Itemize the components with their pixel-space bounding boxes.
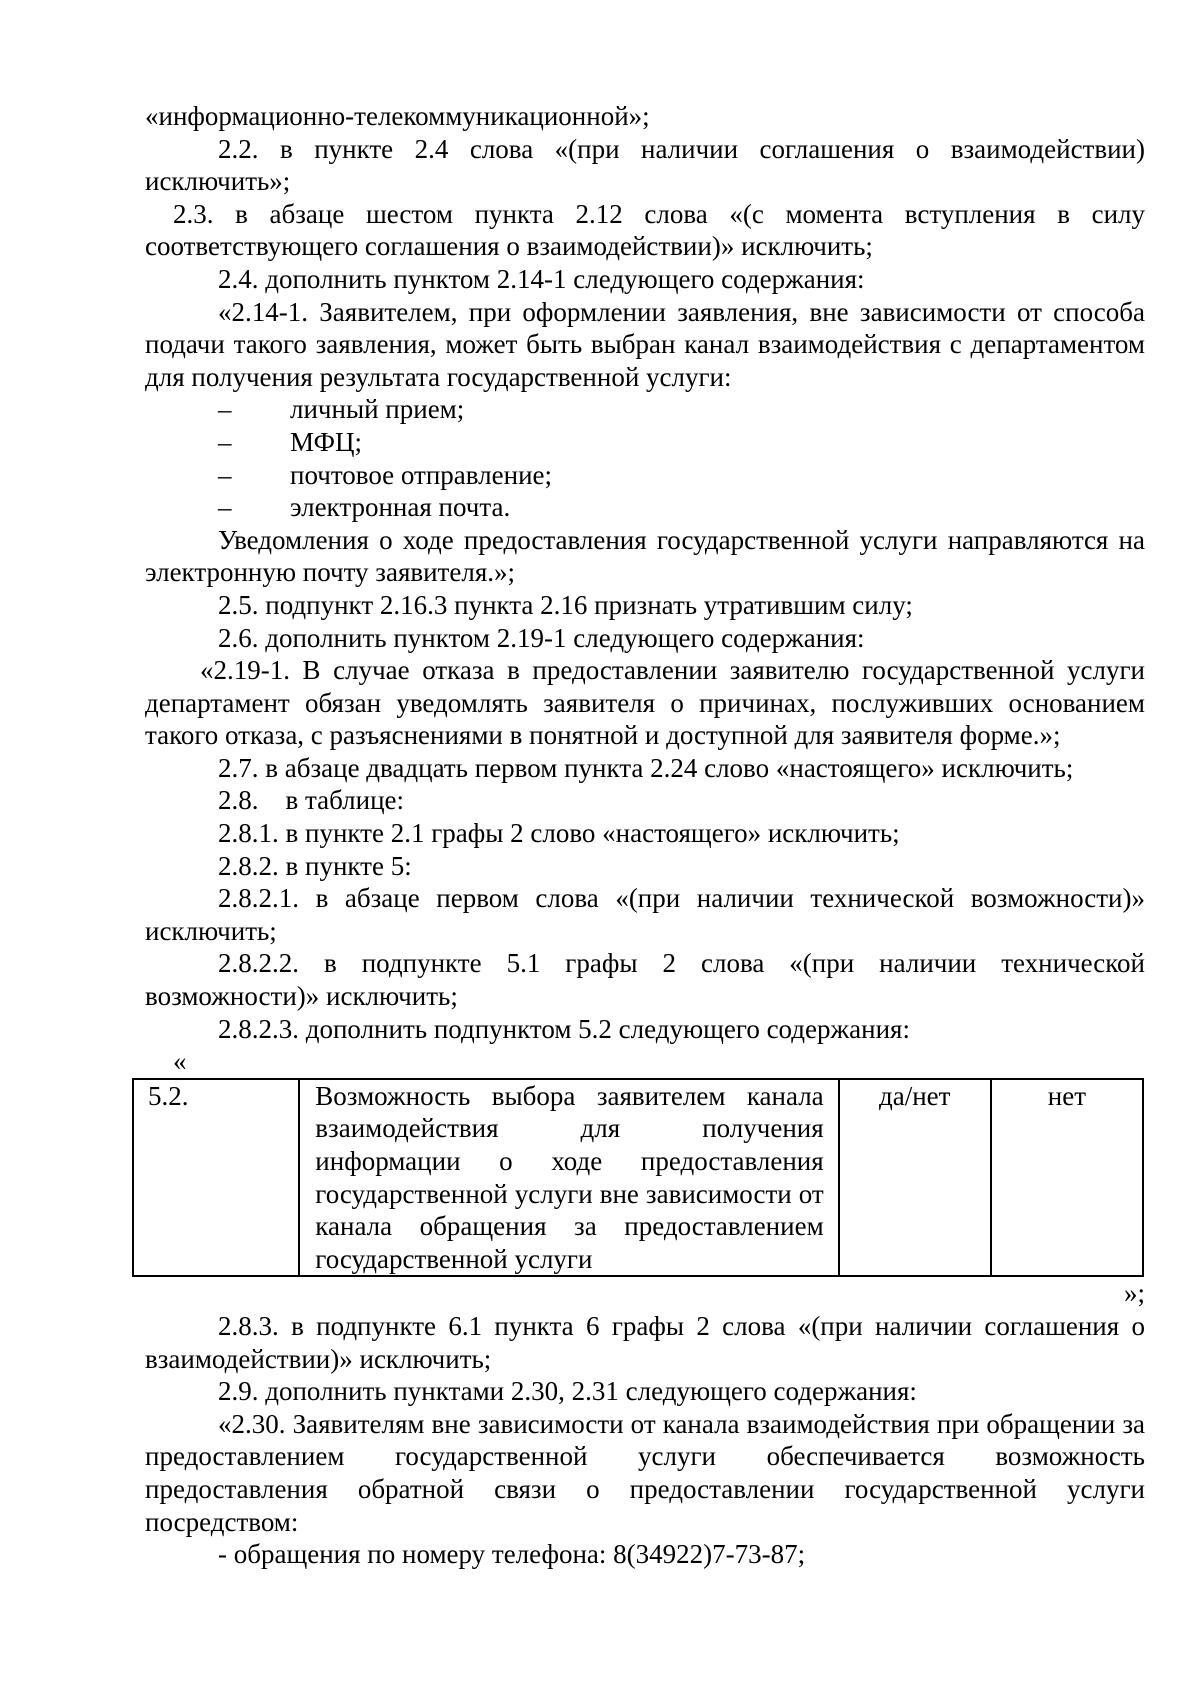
paragraph: 2.2. в пункте 2.4 слова «(при наличии соглашения о взаимодействии) исключить»; [145,133,1145,197]
quote-open-mark: « [173,1046,187,1077]
paragraph: 2.8.2.1. в абзаце первом слова «(при наличии технической возможности)» исключить; [145,883,1145,946]
list-item: – электронная почта. [218,492,511,523]
list-item: – личный прием; [218,394,465,425]
paragraph: 2.8. в таблице: [218,785,405,816]
dash-bullet: – [218,459,232,490]
table-row [133,1079,1143,1277]
dash-bullet: – [218,426,232,457]
dash-bullet: – [218,492,232,523]
paragraph: «2.19-1. В случае отказа в предоставлении заявителю государственной услуги департамент обязан уведомлять заявителя о причинах, послуживших основанием такого отказа, с разъяснениями в понятной и доступной для заявителя форме.»; [145,655,1145,751]
table-cell-number: 5.2. [133,1079,299,1277]
list-item: – почтовое отправление; [218,459,553,490]
paragraph: 2.7. в абзаце двадцать первом пункта 2.24 слово «настоящего» исключить; [218,752,1074,783]
paragraph: 2.8.2.3. дополнить подпунктом 5.2 следующего содержания: [218,1013,910,1044]
paragraph: 2.8.2.2. в подпункте 5.1 графы 2 слова «(при наличии технической возможности)» исключить; [145,948,1145,1012]
paragraph: 2.6. дополнить пунктом 2.19-1 следующего содержания: [218,622,865,653]
quote-close-mark: »; [1123,1278,1145,1309]
paragraph: 2.3. в абзаце шестом пункта 2.12 слова «(с момента вступления в силу соответствующего соглашения о взаимодействии)» исключить; [145,198,1145,262]
paragraph: 2.5. подпункт 2.16.3 пункта 2.16 признать утратившим силу; [218,589,913,620]
paragraph: 2.9. дополнить пунктами 2.30, 2.31 следующего содержания: [218,1376,917,1407]
table-cell-value: нет [991,1079,1143,1277]
table-cell-text: Возможность выбора заявителем канала взаимодействия для получения информации о ходе предоставления государственной услуги вне зависимости от канала обращения за предоставлением государственной услуги [299,1079,838,1277]
table-cell-options: да/нет [839,1079,991,1277]
paragraph: Уведомления о ходе предоставления государственной услуги направляются на электронную почту заявителя.»; [145,524,1145,588]
paragraph: 2.8.1. в пункте 2.1 графы 2 слово «настоящего» исключить; [218,818,900,849]
document-page [145,100,1145,1571]
paragraph: 2.4. дополнить пунктом 2.14-1 следующего содержания: [218,263,865,294]
list-item: – МФЦ; [218,426,362,457]
paragraph: 2.8.2. в пункте 5: [218,850,412,881]
paragraph: «2.14-1. Заявителем, при оформлении заявления, вне зависимости от способа подачи такого заявления, может быть выбран канал взаимодействия с департаментом для получения результата государственной услуги: [145,296,1145,392]
paragraph: «информационно-телекоммуникационной»; [145,101,650,131]
dash-bullet: – [218,394,232,425]
paragraph: «2.30. Заявителям вне зависимости от канала взаимодействия при обращении за предоставлением государственной услуги обеспечивается возможность предоставления обратной связи о предоставлении государственной услуги посредством: [145,1408,1145,1537]
paragraph: 2.8.3. в подпункте 6.1 пункта 6 графы 2 слова «(при наличии соглашения о взаимодействии)» исключить; [145,1310,1145,1374]
amendment-table [132,1078,1144,1278]
paragraph: - обращения по номеру телефона: 8(34922)7-73-87; [218,1539,806,1570]
